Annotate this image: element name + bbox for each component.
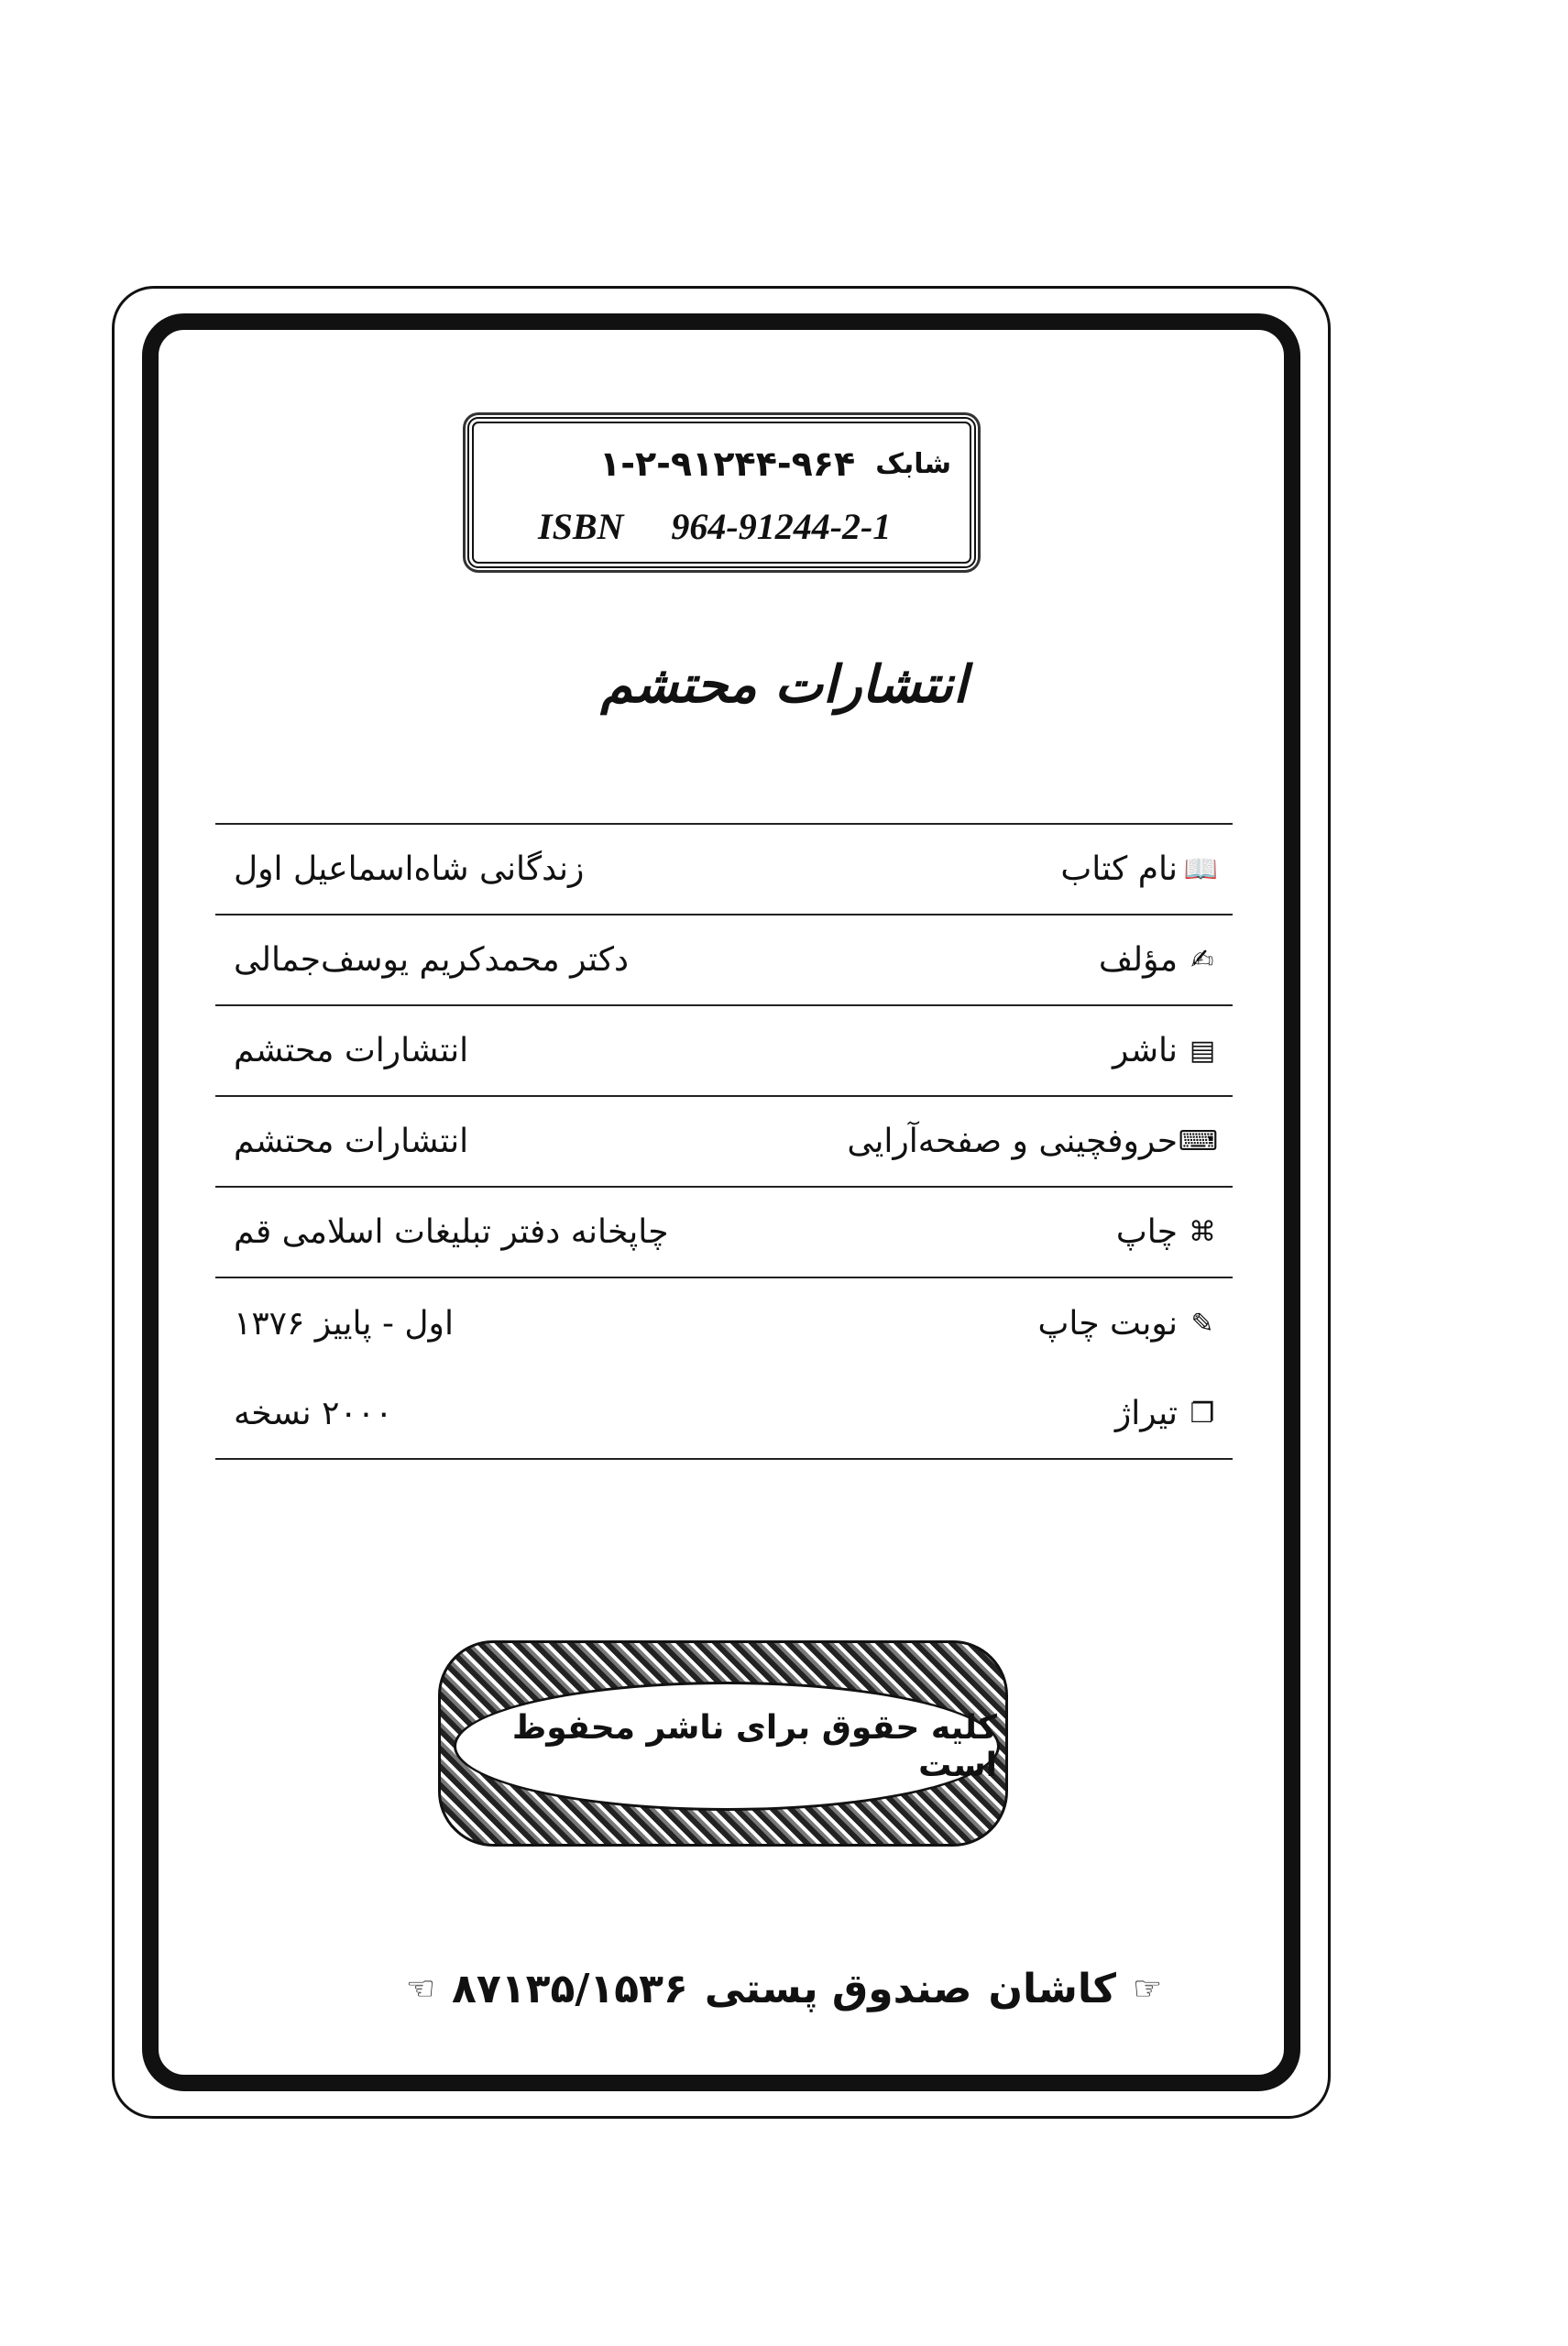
info-row-edition — [215, 1278, 1233, 1369]
hand-write-icon: ✎ — [1190, 1308, 1214, 1340]
row-label: تیراژ — [1114, 1395, 1178, 1432]
book-icon: 📖 — [1183, 853, 1218, 885]
row-value: انتشارات محتشم — [234, 1032, 469, 1069]
pointing-hand-icon: ☞ — [1132, 1969, 1163, 2008]
row-label: نوبت چاپ — [1037, 1305, 1178, 1343]
publisher-title: انتشارات محتشم — [600, 655, 968, 715]
isbn-persian-label: شابک — [875, 447, 951, 480]
info-row-publisher — [215, 1006, 1233, 1097]
isbn-english-number: 964-91244-2-1 — [671, 505, 892, 547]
address-box-number: ۸۷۱۳۵/۱۵۳۶ — [452, 1965, 688, 2012]
row-label: حروفچینی و صفحه‌آرایی — [847, 1123, 1178, 1160]
isbn-box — [467, 417, 976, 568]
copyright-oval — [454, 1682, 1000, 1811]
info-table — [215, 823, 1233, 1460]
row-label: نام کتاب — [1060, 850, 1178, 888]
row-value: اول - پاییز ۱۳۷۶ — [234, 1305, 454, 1343]
keyboard-icon: ⌨ — [1178, 1125, 1218, 1157]
row-value: زندگانی شاه‌اسماعیل اول — [234, 850, 585, 888]
address-city: کاشان — [988, 1965, 1116, 2012]
row-value: دکتر محمدکریم یوسف‌جمالی — [234, 941, 630, 979]
row-label: مؤلف — [1098, 941, 1178, 979]
row-value: انتشارات محتشم — [234, 1123, 469, 1160]
copies-icon: ❐ — [1190, 1398, 1215, 1430]
info-row-print-run — [215, 1369, 1233, 1460]
isbn-english-row — [538, 499, 933, 554]
pen-icon: ✍ — [1190, 944, 1214, 976]
command-icon: ⌘ — [1189, 1216, 1216, 1248]
info-row-book-title — [215, 825, 1233, 915]
info-row-typesetting — [215, 1097, 1233, 1188]
row-label: ناشر — [1112, 1032, 1178, 1069]
pointing-hand-icon: ☜ — [405, 1969, 436, 2008]
copyright-badge — [438, 1640, 1008, 1847]
row-value: چاپخانه دفتر تبلیغات اسلامی قم — [234, 1213, 669, 1251]
copyright-notice: کلیه حقوق برای ناشر محفوظ است — [511, 1708, 997, 1784]
info-row-author — [215, 915, 1233, 1006]
document-icon: ▤ — [1189, 1035, 1216, 1067]
isbn-persian-number: ۱-۲-۹۱۲۴۴-۹۶۴ — [599, 444, 856, 484]
row-label: چاپ — [1115, 1213, 1178, 1251]
isbn-persian-row — [492, 436, 951, 491]
address-box-label: صندوق پستی — [704, 1965, 972, 2012]
info-row-printer — [215, 1188, 1233, 1278]
row-value: ۲۰۰۰ نسخه — [234, 1395, 393, 1432]
isbn-english-label: ISBN — [538, 505, 624, 547]
postal-address — [0, 1957, 1568, 2021]
